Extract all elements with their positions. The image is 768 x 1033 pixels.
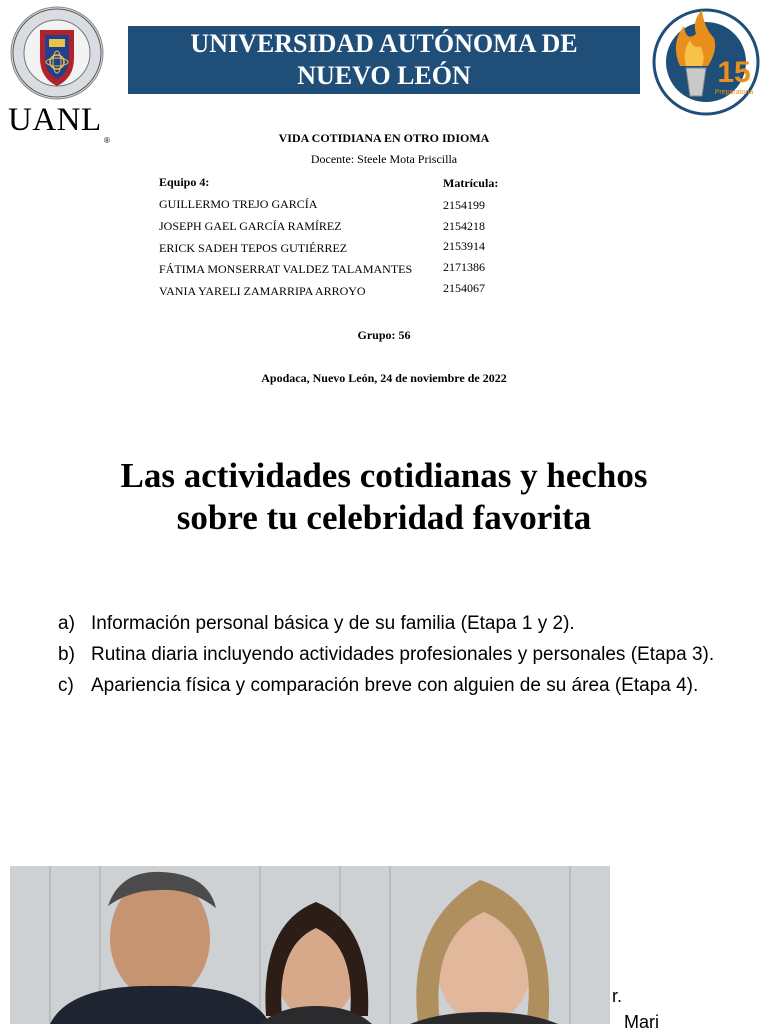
- list-text: Rutina diaria incluyendo actividades profesionales y personales (Etapa 3).: [91, 644, 715, 665]
- member-name: GUILLERMO TREJO GARCÍA: [159, 197, 318, 211]
- prepa-word: Preparatoria: [714, 89, 754, 96]
- slide-title-line-2: sobre tu celebridad favorita: [176, 498, 592, 537]
- group-line: Grupo: 56: [357, 328, 411, 342]
- member-name: JOSEPH GAEL GARCÍA RAMÍREZ: [159, 219, 342, 233]
- member-name: ERICK SADEH TEPOS GUTIÉRREZ: [159, 241, 348, 255]
- celebrity-family-photo: [10, 866, 610, 1024]
- member-name: VANIA YARELI ZAMARRIPA ARROYO: [159, 284, 366, 298]
- member-matricula: 2154199: [443, 198, 485, 212]
- member-matricula: 2153914: [443, 239, 485, 253]
- list-marker: b): [58, 644, 75, 665]
- registered-mark: ®: [104, 136, 110, 145]
- member-matricula: 2154218: [443, 219, 485, 233]
- place-date-line: Apodaca, Nuevo León, 24 de noviembre de 2022: [261, 371, 507, 385]
- matricula-label: Matrícula:: [443, 176, 499, 190]
- photo-illustration: [10, 866, 610, 1024]
- list-marker: c): [58, 675, 74, 696]
- list-text: Información personal básica y de su familia (Etapa 1 y 2).: [91, 613, 575, 634]
- preparatoria-15-logo-icon: [640, 4, 764, 118]
- trailing-text: r.: [612, 986, 623, 1006]
- prepa-number: 15: [717, 56, 751, 89]
- activity-list: [58, 612, 718, 705]
- university-seal-icon: [10, 6, 104, 100]
- trailing-text: Mari: [624, 1012, 659, 1032]
- university-banner: [128, 26, 640, 94]
- list-item: [58, 674, 718, 698]
- list-item: [58, 643, 718, 667]
- team-label: Equipo 4:: [159, 175, 210, 189]
- list-item: [58, 612, 718, 636]
- member-matricula: 2171386: [443, 260, 485, 274]
- member-name: FÁTIMA MONSERRAT VALDEZ TALAMANTES: [159, 262, 413, 276]
- slide-title-line-1: Las actividades cotidianas y hechos: [120, 456, 648, 495]
- banner-line-2: NUEVO LEÓN: [297, 61, 471, 90]
- uanl-wordmark: UANL: [8, 102, 102, 138]
- course-title: VIDA COTIDIANA EN OTRO IDIOMA: [278, 131, 490, 145]
- banner-line-1: UNIVERSIDAD AUTÓNOMA DE: [190, 29, 578, 58]
- member-matricula: 2154067: [443, 281, 485, 295]
- list-marker: a): [58, 613, 75, 634]
- teacher-line: Docente: Steele Mota Priscilla: [310, 152, 458, 166]
- list-text: Apariencia física y comparación breve con alguien de su área (Etapa 4).: [91, 675, 699, 696]
- slide-title: [0, 455, 768, 539]
